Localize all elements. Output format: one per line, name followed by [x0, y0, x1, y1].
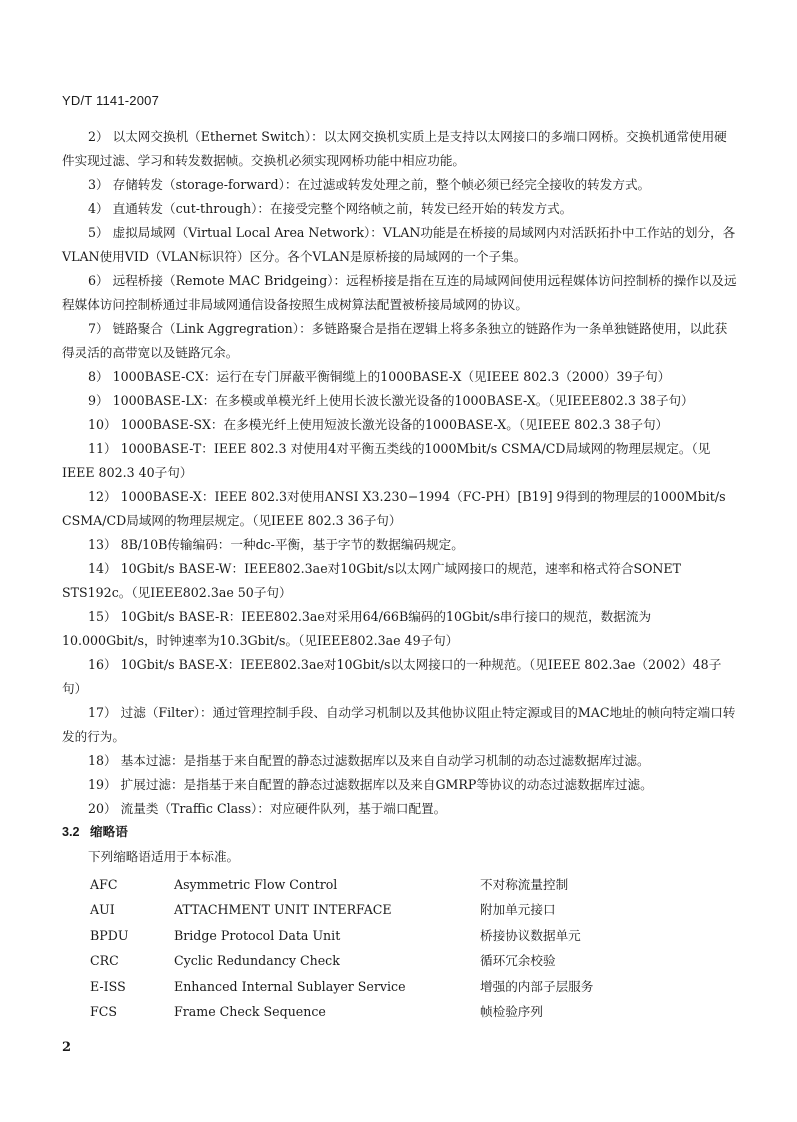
table-row — [90, 949, 680, 975]
definition-text: 远程桥接（Remote MAC Bridgeing）：远程桥接是指在互连的局域网间使用远程媒体访问控制桥的操作以及远程媒体访问控制桥通过非局域网通信设备按照生成树算法配置被桥接局域网的协议。 — [62, 273, 737, 312]
definition-text: 8B/10B传输编码：一种dc-平衡，基于字节的数据编码规定。 — [120, 537, 464, 552]
definitions-list — [62, 125, 738, 821]
definition-number: 17） — [88, 705, 117, 720]
abbr-cell: FCS — [90, 1004, 118, 1020]
chinese-term-cell: 增强的内部子层服务 — [480, 978, 594, 994]
table-row — [90, 974, 680, 1000]
definition-item — [62, 197, 738, 221]
definition-text: 存储转发（storage-forward）：在过滤或转发处理之前，整个帧必须已经完全接收的转发方式。 — [112, 177, 651, 192]
definition-number: 16） — [88, 657, 117, 672]
definition-number: 9） — [88, 393, 109, 408]
definition-text: 流量类（Traffic Class）：对应硬件队列，基于端口配置。 — [120, 801, 447, 816]
definition-text: 10Gbit/s BASE-X：IEEE802.3ae对10Gbit/s以太网接口的一种规范。（见IEEE 802.3ae（2002）48子句） — [62, 657, 722, 696]
definition-number: 7） — [88, 321, 109, 336]
definition-item — [62, 773, 738, 797]
definition-number: 4） — [88, 201, 109, 216]
section-intro: 下列缩略语适用于本标准。 — [88, 849, 240, 864]
abbr-cell: E-ISS — [90, 978, 126, 994]
abbr-cell: AFC — [90, 876, 118, 892]
definition-item — [62, 413, 738, 437]
chinese-term-cell: 循环冗余校验 — [480, 953, 556, 969]
chinese-term-cell: 不对称流量控制 — [480, 876, 569, 892]
definition-number: 2） — [88, 129, 109, 144]
definition-item — [62, 797, 738, 821]
definition-item — [62, 557, 738, 605]
definition-text: 1000BASE-X：IEEE 802.3对使用ANSI X3.230−1994（FC-PH）[B19] 9得到的物理层的1000Mbit/s CSMA/CD局域网的物理层规定。（见IEEE 802.3 36子句） — [62, 489, 726, 528]
definition-text: 直通转发（cut-through）：在接受完整个网络帧之前，转发已经开始的转发方式。 — [112, 201, 573, 216]
definition-number: 14） — [88, 561, 117, 576]
definition-text: 扩展过滤：是指基于来自配置的静态过滤数据库以及来自GMRP等协议的动态过滤数据库过滤。 — [120, 777, 653, 792]
definition-number: 13） — [88, 537, 117, 552]
definition-text: 基本过滤：是指基于来自配置的静态过滤数据库以及来自自动学习机制的动态过滤数据库过滤。 — [120, 753, 650, 768]
definition-item — [62, 533, 738, 557]
definition-text: 10Gbit/s BASE-W：IEEE802.3ae对10Gbit/s以太网广域网接口的规范，速率和格式符合SONET STS192c。（见IEEE802.3ae 50子句） — [62, 561, 682, 600]
definition-number: 11） — [88, 441, 117, 456]
abbreviation-table — [90, 872, 680, 1025]
english-term-cell: Asymmetric Flow Control — [174, 876, 338, 892]
abbr-cell: BPDU — [90, 927, 129, 943]
definition-item — [62, 269, 738, 317]
definition-text: 1000BASE-LX：在多模或单模光纤上使用长波长激光设备的1000BASE-X。（见IEEE802.3 38子句） — [112, 393, 694, 408]
definition-item — [62, 173, 738, 197]
definition-number: 6） — [88, 273, 109, 288]
definition-number: 19） — [88, 777, 117, 792]
table-row — [90, 923, 680, 949]
english-term-cell: ATTACHMENT UNIT INTERFACE — [174, 902, 392, 918]
english-term-cell: Enhanced Internal Sublayer Service — [174, 978, 406, 994]
definition-item — [62, 653, 738, 701]
definition-number: 8） — [88, 369, 109, 384]
definition-text: 虚拟局域网（Virtual Local Area Network）：VLAN功能是在桥接的局域网内对活跃拓扑中工作站的划分，各VLAN使用VID（VLAN标识符）区分。各个VLAN是原桥接的局域网的一个子集。 — [62, 225, 736, 264]
document-body — [62, 125, 738, 1025]
table-row — [90, 898, 680, 924]
english-term-cell: Bridge Protocol Data Unit — [174, 927, 341, 943]
definition-number: 3） — [88, 177, 109, 192]
chinese-term-cell: 附加单元接口 — [480, 902, 556, 918]
definition-number: 20） — [88, 801, 117, 816]
definition-item — [62, 485, 738, 533]
definition-text: 以太网交换机（Ethernet Switch）：以太网交换机实质上是支持以太网接口的多端口网桥。交换机通常使用硬件实现过滤、学习和转发数据帧。交换机必须实现网桥功能中相应功能。 — [62, 129, 727, 168]
definition-text: 1000BASE-T：IEEE 802.3 对使用4对平衡五类线的1000Mbit/s CSMA/CD局域网的物理层规定。（见 IEEE 802.3 40子句） — [62, 441, 711, 480]
definition-number: 15） — [88, 609, 117, 624]
definition-item — [62, 437, 738, 485]
chinese-term-cell: 帧检验序列 — [480, 1004, 543, 1020]
definition-text: 过滤（Filter）：通过管理控制手段、自动学习机制以及其他协议阻止特定源或目的MAC地址的帧向特定端口转发的行为。 — [62, 705, 736, 744]
definition-item — [62, 125, 738, 173]
definition-item — [62, 701, 738, 749]
table-row — [90, 872, 680, 898]
definition-number: 12） — [88, 489, 117, 504]
definition-text: 1000BASE-CX：运行在专门屏蔽平衡铜缆上的1000BASE-X（见IEEE 802.3（2000）39子句） — [112, 369, 671, 384]
definition-item — [62, 221, 738, 269]
document-header: YD/T 1141-2007 — [62, 93, 159, 108]
definition-text: 链路聚合（Link Aggregration）：多链路聚合是指在逻辑上将多条独立的链路作为一条单独链路使用，以此获得灵活的高带宽以及链路冗余。 — [62, 321, 728, 360]
definition-text: 1000BASE-SX：在多模光纤上使用短波长激光设备的1000BASE-X。（见IEEE 802.3 38子句） — [120, 417, 669, 432]
section-heading — [62, 821, 738, 843]
definition-number: 5） — [88, 225, 109, 240]
definition-item — [62, 749, 738, 773]
section-title: 缩略语 — [90, 825, 128, 839]
english-term-cell: Cyclic Redundancy Check — [174, 953, 340, 969]
definition-item — [62, 317, 738, 365]
definition-text: 10Gbit/s BASE-R：IEEE802.3ae对采用64/66B编码的10Gbit/s串行接口的规范，数据流为10.000Gbit/s，时钟速率为10.3Gbit/s。（见IEEE802.3ae 49子句） — [62, 609, 652, 648]
definition-number: 10） — [88, 417, 117, 432]
chinese-term-cell: 桥接协议数据单元 — [480, 927, 581, 943]
definition-item — [62, 365, 738, 389]
section-number: 3.2 — [62, 825, 80, 839]
definition-item — [62, 389, 738, 413]
english-term-cell: Frame Check Sequence — [174, 1004, 326, 1020]
definition-number: 18） — [88, 753, 117, 768]
table-row — [90, 1000, 680, 1026]
abbr-cell: CRC — [90, 953, 119, 969]
page-number: 2 — [62, 1040, 72, 1055]
definition-item — [62, 605, 738, 653]
abbr-cell: AUI — [90, 902, 115, 918]
